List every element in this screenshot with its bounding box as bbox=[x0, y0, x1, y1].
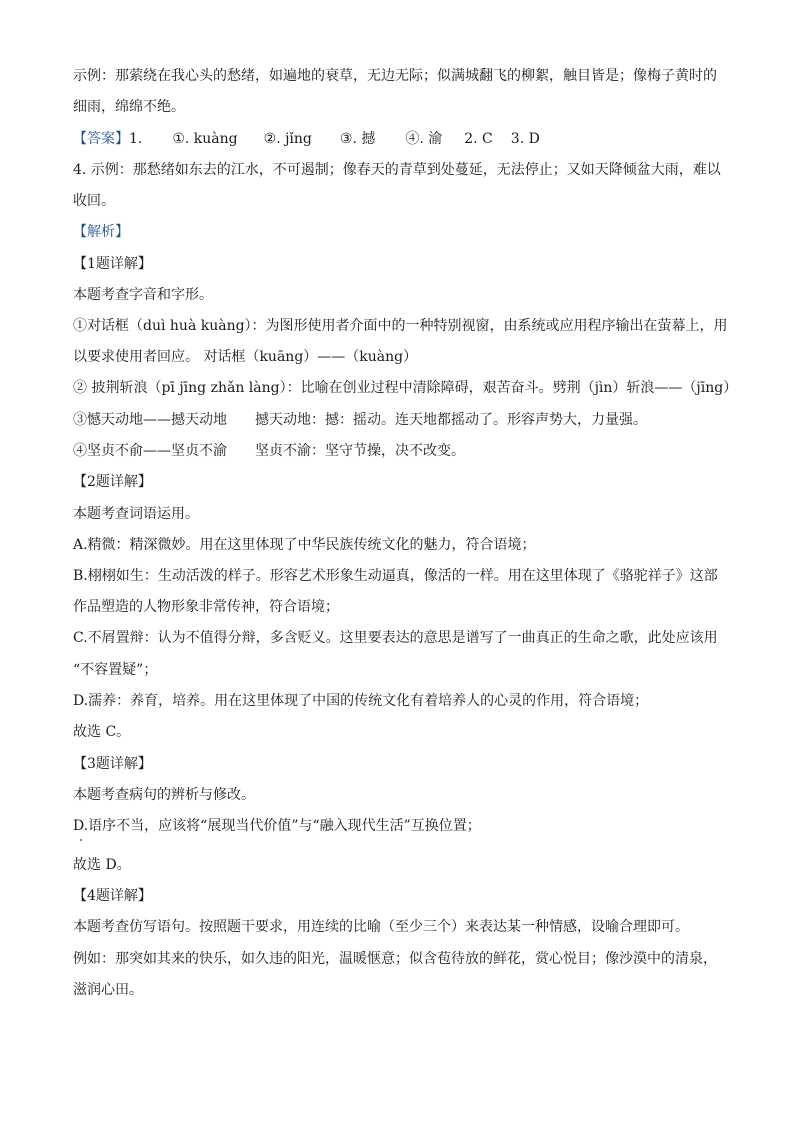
q2-option-a: A.精微：精深微妙。用在这里体现了中华民族传统文化的魅力，符合语境； bbox=[73, 537, 536, 553]
answer-4-line-1: 4. 示例：那愁绪如东去的江水，不可遏制；像春天的青草到处蔓延，无法停止；又如天降倾盆大雨，难以 bbox=[73, 162, 721, 178]
answer-4-line-2: 收回。 bbox=[73, 193, 115, 209]
answer-line bbox=[73, 129, 540, 149]
q1-item-2: ② 披荆斩浪（pī jīng zhǎn làng）：比喻在创业过程中清除障碍，艰苦奋斗。劈荆（jìn）斩浪——（jīng） bbox=[73, 380, 738, 396]
stray-dot bbox=[80, 839, 82, 841]
q2-option-b-line-2: 作品塑造的人物形象非常传神，符合语境； bbox=[73, 599, 339, 615]
q2-option-d: D.濡养：养育，培养。用在这里体现了中国的传统文化有着培养人的心灵的作用，符合语境； bbox=[73, 693, 649, 709]
q3-heading: 【3题详解】 bbox=[73, 756, 152, 772]
q3-option-d: D.语序不当，应该将“展现当代价值”与“融入现代生活”互换位置； bbox=[73, 818, 481, 834]
answer-1a: ①. kuàng bbox=[172, 131, 238, 147]
q1-intro: 本题考查字音和字形。 bbox=[73, 287, 213, 303]
q2-option-c-line-1: C.不屑置辩：认为不值得分辩，多含贬义。这里要表达的意思是谱写了一曲真正的生命之歌，此处应该用 bbox=[73, 630, 718, 646]
example-line-2: 细雨，绵绵不绝。 bbox=[73, 99, 185, 115]
q1-item-1-line-2: 以要求使用者回应。 对话框（kuāng）——（kuàng） bbox=[73, 349, 418, 365]
q2-heading: 【2题详解】 bbox=[73, 474, 152, 490]
analysis-label: 【解析】 bbox=[73, 224, 129, 240]
answer-1d: ④. 渝 bbox=[405, 131, 443, 147]
q3-intro: 本题考查病句的辨析与修改。 bbox=[73, 787, 255, 803]
q2-option-c-line-2: “不容置疑”； bbox=[73, 662, 158, 678]
q4-intro: 本题考查仿写语句。按照题干要求，用连续的比喻（至少三个）来表达某一种情感，设喻合理即可。 bbox=[73, 919, 689, 935]
answer-label: 【答案】 bbox=[73, 131, 129, 147]
q1-item-3: ③憾天动地——撼天动地 撼天动地：撼：摇动。连天地都摇动了。形容声势大，力量强。 bbox=[73, 412, 647, 428]
q4-example-line-2: 滋润心田。 bbox=[73, 982, 143, 998]
q4-heading: 【4题详解】 bbox=[73, 888, 152, 904]
q1-item-1-line-1: ①对话框（duì huà kuàng）：为图形使用者介面中的一种特别视窗，由系统或应用程序输出在萤幕上，用 bbox=[73, 318, 728, 334]
q4-example-line-1: 例如：那突如其来的快乐，如久违的阳光，温暖惬意；似含苞待放的鲜花，赏心悦目；像沙漠中的清泉， bbox=[73, 951, 717, 967]
q2-choice: 故选 C。 bbox=[73, 724, 131, 740]
example-line-1: 示例：那萦绕在我心头的愁绪，如遍地的衰草，无边无际；似满城翻飞的柳絮，触目皆是；像梅子黄时的 bbox=[73, 68, 717, 84]
answer-2: 2. C bbox=[464, 131, 493, 147]
q2-option-b-line-1: B.栩栩如生：生动活泼的样子。形容艺术形象生动逼真，像活的一样。用在这里体现了《骆驼祥子》这部 bbox=[73, 568, 718, 584]
q1-heading: 【1题详解】 bbox=[73, 256, 152, 272]
answer-1c: ③. 撼 bbox=[339, 131, 376, 147]
q3-choice: 故选 D。 bbox=[73, 857, 131, 873]
answer-3: 3. D bbox=[510, 131, 540, 147]
q2-intro: 本题考查词语运用。 bbox=[73, 506, 199, 522]
answer-1b: ②. jǐng bbox=[263, 131, 312, 147]
answer-1-number: 1. bbox=[129, 131, 143, 147]
q1-item-4: ④坚贞不俞——坚贞不渝 坚贞不渝：坚守节操，决不改变。 bbox=[73, 443, 465, 459]
